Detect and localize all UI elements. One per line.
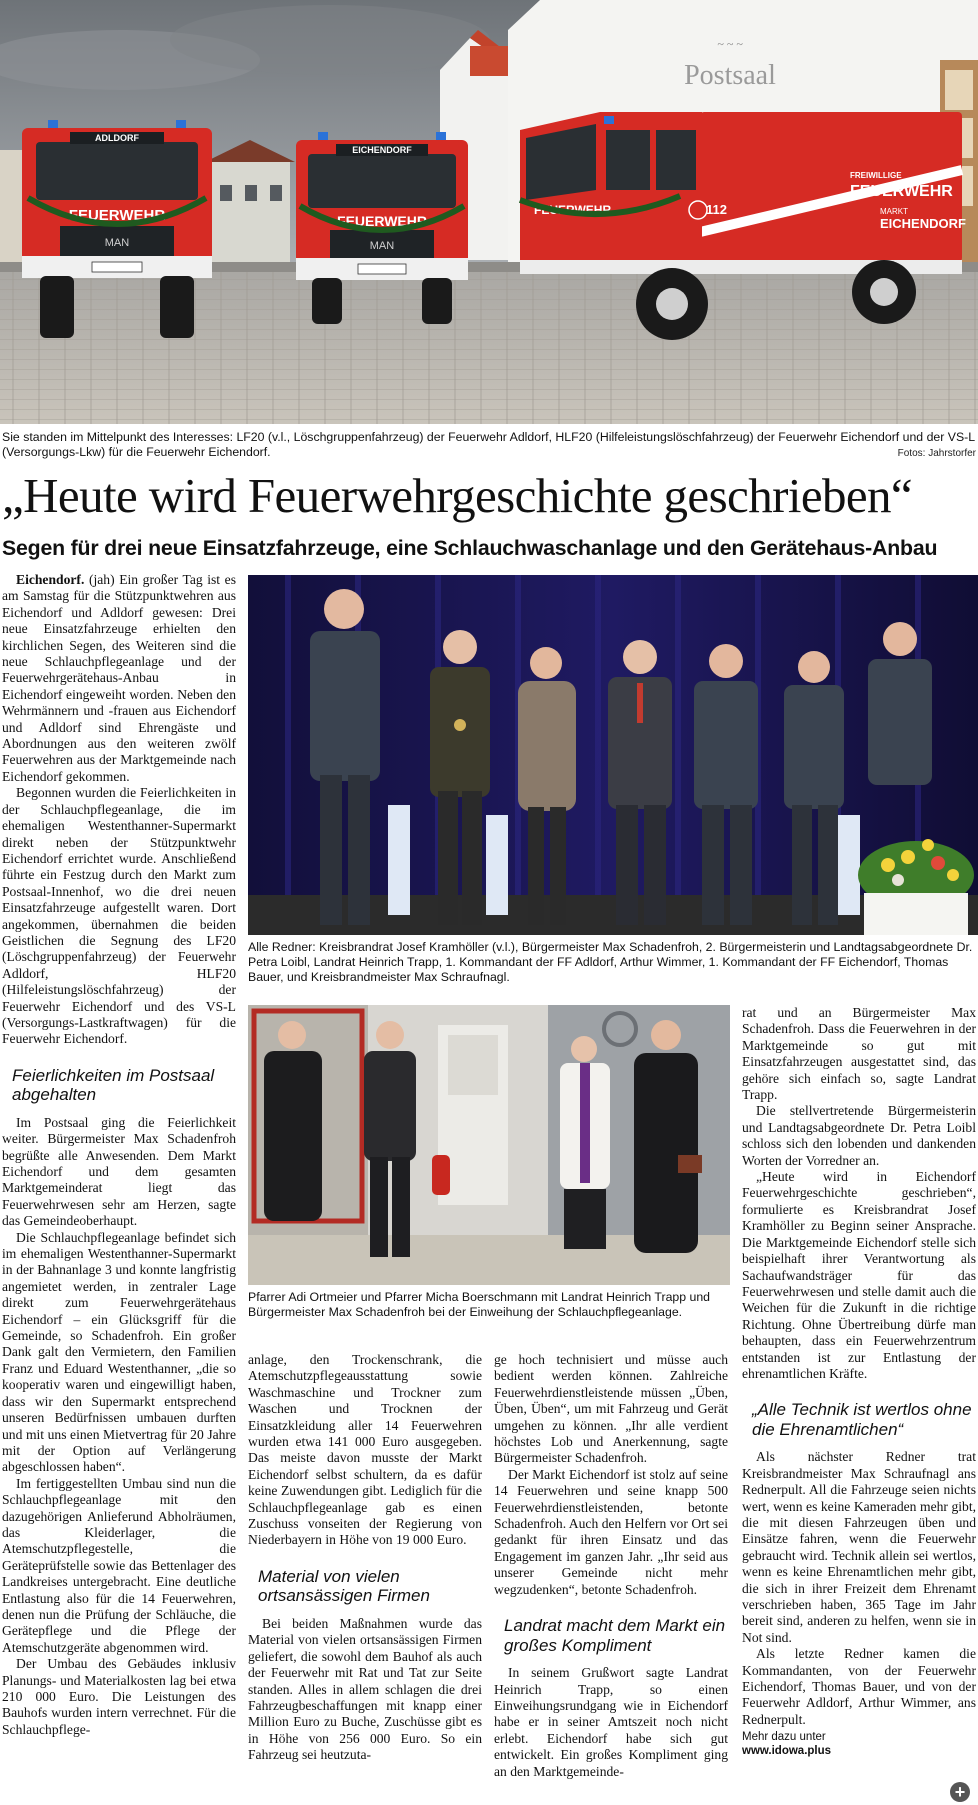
svg-text:MAN: MAN — [369, 240, 395, 252]
svg-text:~ ~ ~: ~ ~ ~ — [717, 37, 743, 51]
photo-blessing — [248, 1005, 730, 1285]
svg-text:EICHENDORF: EICHENDORF — [352, 145, 412, 155]
svg-text:MAN: MAN — [104, 237, 130, 249]
svg-text:EICHENDORF: EICHENDORF — [880, 216, 966, 231]
building-sign: Postsaal — [684, 60, 776, 91]
col2-subhead: Material von vielen ortsansässigen Firmen — [258, 1566, 430, 1606]
col4-paragraph-2: Die stellvertretende Bürgermeisterin und Landtagsabgeordnete Dr. Petra Loibl schloss sich den lobenden und dankenden Worten der Vorredner an. — [742, 1103, 976, 1168]
col2-paragraph-2: Bei beiden Maßnahmen wurde das Material von vielen ortsansässigen Firmen geliefert, die sowohl dem Bauhof als auch der Feuerwehr mit Rat und Tat zur Seite standen. Alles in allem schlagen die drei Fahrzeugbeschaffungen mit knapp einer Million Euro zu Buche, Zuschüsse gibt es in Höhe von 256 000 Euro. So ein Fahrzeug sei heutzuta- — [248, 1615, 482, 1763]
col2-paragraph-1: anlage, den Trockenschrank, die Atemschutzpflegeausstattung sowie Waschmaschine und Trockner zum Waschen und Trocknen der Einsatzkleidung aller 14 Feuerwehren wurden etwa 141 000 Euro ausgegeben. Das meiste davon musste der Markt Eichendorf selbst schultern, da es dafür keine Zuwendungen gibt. Lediglich für die Schlauchpflegeanlage gab es einen Zuschuss vonseiten der Regierung von Niederbayern in Höhe von 19 000 Euro. — [248, 1352, 482, 1548]
dateline: Eichendorf. — [16, 572, 85, 587]
col3-paragraph-1: ge hoch technisiert und müsse auch bedient werden können. Zahlreiche Feuerwehrdienstleistende müssen „Üben, Üben, Üben“, um mit Fahrzeug und Gerät umgehen zu können. „Ihr alle verdient höchstes Lob und Anerkennung, sagte Bürgermeister Schadenfroh. — [494, 1352, 728, 1466]
article-column-1 — [2, 572, 236, 1804]
svg-text:FREIWILLIGE: FREIWILLIGE — [850, 171, 902, 180]
col4-paragraph-5: Als letzte Redner kamen die Kommandanten, von der Feuerwehr Eichendorf, Thomas Bauer, und von der Feuerwehr Adldorf, Arthur Wimmer, ans Rednerpult. — [742, 1646, 976, 1727]
photo-credit: Fotos: Jahrstorfer — [897, 448, 976, 459]
plus-icon[interactable]: + — [950, 1782, 970, 1802]
svg-text:ADLDORF: ADLDORF — [95, 133, 139, 143]
article-column-3 — [494, 1352, 728, 1804]
col4-subhead: „Alle Technik ist wertlos ohne die Ehrenamtlichen“ — [752, 1400, 972, 1439]
more-info-link[interactable]: www.idowa.plus — [742, 1745, 832, 1758]
svg-text:MARKT: MARKT — [880, 207, 908, 216]
svg-text:FEUERWEHR: FEUERWEHR — [337, 213, 427, 229]
col3-paragraph-2: Der Markt Eichendorf ist stolz auf seine 14 Feuerwehren und seine knapp 500 Feuerwehrdienstleistenden, betonte Schadenfroh. Auch den Helfern vor Ort sei gedankt für ihren Einsatz und das Engagement im ganzen Jahr. „Ihr seid aus unserer Gemeinde nicht mehr wegzudenken“, betonte Schadenfroh. — [494, 1466, 728, 1597]
more-info — [742, 1730, 976, 1758]
photo-speakers-caption: Alle Redner: Kreisbrandrat Josef Kramhöller (v.l.), Bürgermeister Max Schadenfroh, 2. Bürgermeisterin und Landtagsabgeordnete Dr. Petra Loibl, Landrat Heinrich Trapp, 1. Kommandant der FF Adldorf, Arthur Wimmer, 1. Kommandant der FF Eichendorf, Thomas Bauer, und Kreisbrandmeister Max Schraufnagl. — [248, 940, 973, 984]
col1-paragraph-1: (jah) Ein großer Tag ist es am Samstag für die Stützpunktwehren aus Eichendorf und Adldorf gewesen: Drei neue Einsatzfahrzeuge erhielten den kirchlichen Segen, des Weiteren sind die neue Schlauchpflegeanlage und der Feuerwehrgerätehaus-Anbau in Eichendorf eingeweiht worden. Neben den Wehrmännern und -frauen aus Eichendorf und Adldorf sind Ehrengäste und Abordnungen aus den weiteren zwölf Feuerwehren aus der Marktgemeinde nach Eichendorf gekommen. — [2, 572, 236, 784]
photo-blessing-caption: Pfarrer Adi Ortmeier und Pfarrer Micha Boerschmann mit Landrat Heinrich Trapp und Bürgermeister Max Schadenfroh bei der Einweihung der Schlauchpflegeanlage. — [248, 1290, 711, 1319]
col1-paragraph-2: Begonnen wurden die Feierlichkeiten in der Schlauchpflegeanlage, die im ehemaligen Westenthanner-Supermarkt direkt neben der Stützpunktwehr Eichendorf errichtet wurde. Anschließend führte ein Festzug durch den Markt zum Postsaal-Innenhof, wo die drei neuen Einsatzfahrzeuge aufgestellt waren. Dort angekommen, übernahmen die beiden Geistlichen die Segnung des LF20 (Löschgruppenfahrzeug) der Feuerwehr Adldorf, HLF20 (Hilfeleistungslöschfahrzeug) der Feuerwehr Eichendorf und des VS-L (Versorgungs-Lastkraftwagen) für die Feuerwehr Eichendorf. — [2, 785, 236, 1047]
top-photo-caption: Sie standen im Mittelpunkt des Interesses: LF20 (v.l., Löschgruppenfahrzeug) der Feuerwehr Adldorf, HLF20 (Hilfeleistungslöschfahrzeug) der Feuerwehr Eichendorf und der VS-L (Versorgungs-Lkw) für die Feuerwehr Eichendorf. — [2, 430, 975, 459]
col1-paragraph-6: Der Umbau des Gebäudes inklusiv Planungs- und Materialkosten lag bei etwa 210 000 Euro. Die Leistungen des Bauhofs wurden intern verrechnet. Für die Schlauchpflege- — [2, 1656, 236, 1737]
headline: „Heute wird Feuerwehrgeschichte geschrieben“ — [2, 468, 913, 523]
svg-text:112: 112 — [706, 202, 727, 217]
col3-subhead: Landrat macht dem Markt ein großes Kompliment — [504, 1616, 726, 1655]
col4-paragraph-4: Als nächster Redner trat Kreisbrandmeister Max Schraufnagl ans Rednerpult. All die Fahrzeuge seien nichts wert, wenn es keine Kameraden mehr gibt, die mit diesen Fahrzeugen üben und Einsätze fahren, wenn die Feuerwehr gebraucht wird. Technik allein sei wertlos, wenn es keine Ehrenamtlichen mehr gibt, die sich in ihrer Freizeit dem Ehrenamt verschrieben haben, 365 Tage im Jahr bereit sind, anderen zu helfen, wenn sie in Not sind. — [742, 1449, 976, 1645]
photo-speakers — [248, 575, 978, 935]
flower-arrangement — [858, 839, 974, 935]
article-column-4 — [742, 1005, 976, 1801]
col3-paragraph-3: In seinem Grußwort sagte Landrat Heinrich Trapp, so einen Einweihungsrundgang wie in Eichendorf habe er in seiner Amtszeit noch nicht erlebt. Eichendorf habe sich gut entwickelt. Ein großes Kompliment ging an den Marktgemeinde- — [494, 1665, 728, 1779]
svg-text:FEUERWEHR: FEUERWEHR — [850, 183, 953, 200]
article-column-2 — [248, 1352, 482, 1804]
col1-paragraph-4: Die Schlauchpflegeanlage befindet sich im ehemaligen Westenthanner-Supermarkt in der Bahnanlage 3 und konnte langfristig angemietet werden, in zentraler Lage direkt zum Feuerwehrgerätehaus Eichendorf – ein Glücksgriff für die Gemeinde, so Schadenfroh. Ein großer Dank galt den Vermietern, den Familien Franz und Eduard Westenthanner, „die so kooperativ waren und eingewilligt haben, dass wir den Supermarkt entsprechend unseren Bedürfnissen umbauen durften und mit uns einen Mietvertrag für 20 Jahre mit der Option auf Verlängerung abgeschlossen haben“. — [2, 1229, 236, 1475]
col4-paragraph-3: „Heute wird in Eichendorf Feuerwehrgeschichte geschrieben“, formulierte es Kreisbrandrat Josef Kramhöller zu Beginn seiner Ansprache. Die Marktgemeinde Eichendorf stelle sich beispielhaft ihrer Verantwortung als Sachaufwandsträger für das Feuerwehrwesen und stelle damit auch die Weichen für die Zukunft in die richtige Richtung. Ohne Übertreibung dürfe man behaupten, dass ein Feuerwehrzentrum entstanden ist zur Entlastung der ehrenamtlichen Kräfte. — [742, 1169, 976, 1381]
svg-text:FEUERWEHR: FEUERWEHR — [68, 207, 166, 224]
svg-text:FEUERWEHR: FEUERWEHR — [534, 203, 612, 217]
col1-paragraph-5: Im fertiggestellten Umbau sind nun die Schlauchpflegeanlage mit den dazugehörigen Anlieferund Abholräumen, das Kleiderlager, die Atemschutzpflegestelle, die Geräteprüfstelle sowie das Bettenlager des Landkreises untergebracht. Eine deutliche Entlastung also für die 14 Feuerwehren, denen nun die Prüfung der Schläuche, die Gerätepflege und die Pflege der Atemschutzgeräte abgenommen wird. — [2, 1475, 236, 1655]
col1-paragraph-3: Im Postsaal ging die Feierlichkeit weiter. Bürgermeister Max Schadenfroh begrüßte alle Anwesenden. Dem Markt Eichendorf und dem gesamten Marktgemeinderat liegt das Feuerwehrwesen sehr am Herzen, sagte das Gemeindeoberhaupt. — [2, 1114, 236, 1229]
top-photo-fire-trucks — [0, 0, 978, 424]
col1-subhead: Feierlichkeiten im Postsaal abgehalten — [12, 1065, 215, 1105]
more-info-label: Mehr dazu unter — [742, 1731, 826, 1744]
subheadline: Segen für drei neue Einsatzfahrzeuge, eine Schlauchwaschanlage und den Gerätehaus-Anbau — [2, 536, 938, 560]
col4-paragraph-1: rat und an Bürgermeister Max Schadenfroh. Dass die Feuerwehren in der Marktgemeinde so gut mit Einsatzfahrzeugen ausgestattet sind, das gehöre sich einfach so, sagte Landrat Trapp. — [742, 1005, 976, 1103]
